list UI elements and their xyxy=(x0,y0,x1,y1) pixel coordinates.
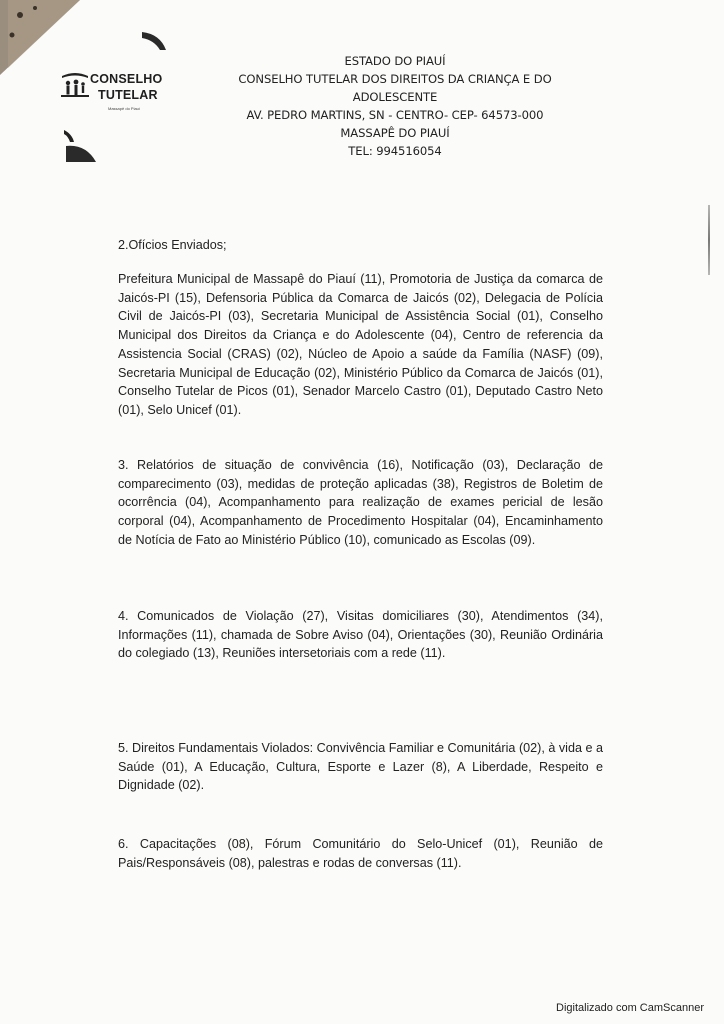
scanner-watermark: Digitalizado com CamScanner xyxy=(556,1002,704,1014)
corner-ornament xyxy=(0,0,80,75)
section-2-heading: 2.Ofícios Enviados; xyxy=(118,238,227,252)
logo-subtitle: Massapê do Piauí xyxy=(108,106,141,111)
header-phone: TEL: 994516054 xyxy=(348,144,442,158)
scan-edge-artifact xyxy=(708,205,710,275)
section-6-body: 6. Capacitações (08), Fórum Comunitário do Selo-Unicef (01), Reunião de Pais/Responsáveis (08), palestras e rodas de conversas (11). xyxy=(118,837,603,870)
council-logo xyxy=(60,70,180,125)
letterhead-ornament-bottom xyxy=(62,128,102,163)
header-institution: CONSELHO TUTELAR DOS DIREITOS DA CRIANÇA E DO ADOLESCENTE xyxy=(238,72,552,104)
header-state: ESTADO DO PIAUÍ xyxy=(344,54,446,68)
section-5-body: 5. Direitos Fundamentais Violados: Convivência Familiar e Comunitária (02), à vida e a Saúde (01), A Educação, Cultura, Esporte e Lazer (8), A Liberdade, Respeito e Dignidade (02). xyxy=(118,741,603,793)
letterhead-header xyxy=(200,52,590,160)
section-2-body: Prefeitura Municipal de Massapê do Piauí (11), Promotoria de Justiça da comarca de Jaicós-PI (15), Defensoria Pública da Comarca de Jaicós (02), Delegacia de Polícia Civil de Jaicós-PI (03), Secretaria Municipal de Assistência Social (01), Conselho Municipal dos Direitos da Criança e do Adolescente (04), Centro de referencia da Assistencia Social (CRAS) (02), Núcleo de Apoio a saúde da Família (NASF) (09), Secretaria Municipal de Educação (02), Ministério Público da Comarca de Jaicós (01), Conselho Tutelar de Picos (01), Senador Marcelo Castro (01), Deputado Castro Neto (01), Selo Unicef (01). xyxy=(118,272,603,417)
logo-title-line1: CONSELHO xyxy=(90,72,163,86)
logo-figures-icon xyxy=(60,70,90,100)
logo-title-line2: TUTELAR xyxy=(98,88,158,102)
letterhead-ornament-top xyxy=(140,30,168,52)
header-city: MASSAPÊ DO PIAUÍ xyxy=(340,126,450,140)
section-3-body: 3. Relatórios de situação de convivência (16), Notificação (03), Declaração de comparecimento (03), medidas de proteção aplicadas (38), Registros de Boletim de ocorrência (04), Acompanhamento para realização de exames pericial de lesão corporal (04), Acompanhamento de Procedimento Hospitalar (04), Encaminhamento de Notícia de Fato ao Ministério Público (10), comunicado as Escolas (09). xyxy=(118,458,603,547)
section-4-body: 4. Comunicados de Violação (27), Visitas domiciliares (30), Atendimentos (34), Informações (11), chamada de Sobre Aviso (04), Orientações (30), Reunião Ordinária do colegiado (13), Reuniões intersetoriais com a rede (11). xyxy=(118,609,603,661)
header-address: AV. PEDRO MARTINS, SN - CENTRO- CEP- 64573-000 xyxy=(246,108,544,122)
